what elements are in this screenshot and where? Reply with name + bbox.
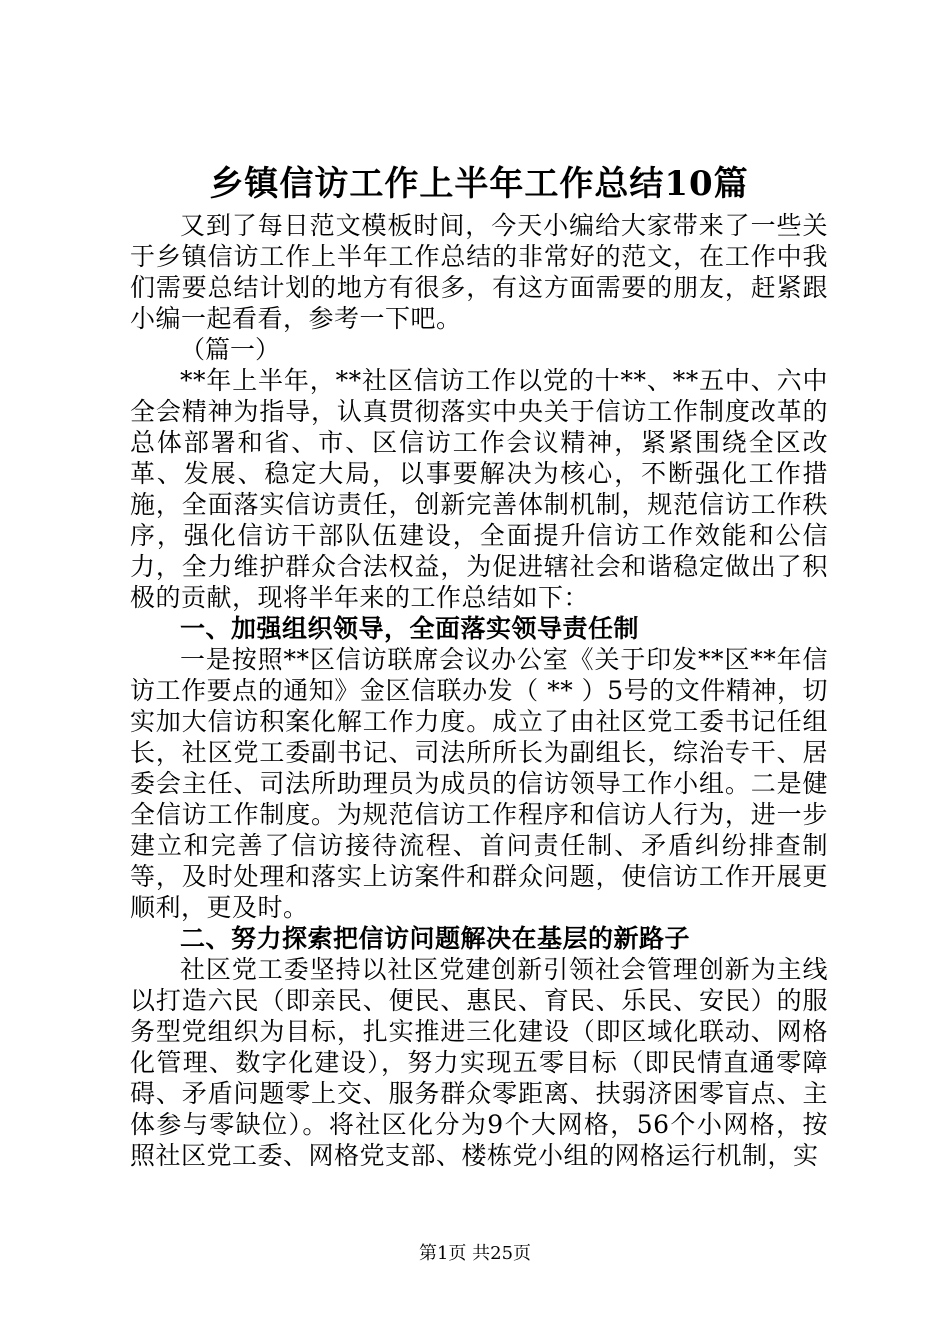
- page-footer: 第1页 共25页: [418, 1243, 532, 1264]
- section-heading-1: 一、加强组织领导，全面落实领导责任制: [180, 614, 640, 643]
- section-label: （篇一）: [180, 335, 281, 364]
- body-paragraph-1: **年上半年，**社区信访工作以党的十**、**五中、六中全会精神为指导，认真贯彻落实中央关于信访工作制度改革的总体部署和省、市、区信访工作会议精神，紧紧围绕全区改革、发展、稳定大局，以事要解决为核心，不断强化工作措施，全面落实信访责任，创新完善体制机制，规范信访工作秩序，强化信访干部队伍建设，全面提升信访工作效能和公信力，全力维护群众合法权益，为促进辖社会和谐稳定做出了积极的贡献，现将半年来的工作总结如下：: [130, 366, 828, 612]
- body-paragraph-3: 社区党工委坚持以社区党建创新引领社会管理创新为主线以打造六民（即亲民、便民、惠民、育民、乐民、安民）的服务型党组织为目标，扎实推进三化建设（即区域化联动、网格化管理、数字化建设），努力实现五零目标（即民情直通零障碍、矛盾问题零上交、服务群众零距离、扶弱济困零盲点、主体参与零缺位）。将社区化分为9个大网格，56个小网格，按照社区党工委、网格党支部、楼栋党小组的网格运行机制，实: [130, 955, 828, 1170]
- body-paragraph-2: 一是按照**区信访联席会议办公室《关于印发**区**年信访工作要点的通知》金区信联办发（ ** ）5号的文件精神，切实加大信访积案化解工作力度。成立了由社区党工委书记任组长，社区党工委副书记、司法所所长为副组长，综治专干、居委会主任、司法所助理员为成员的信访领导工作小组。二是健全信访工作制度。为规范信访工作程序和信访人行为，进一步建立和完善了信访接待流程、首问责任制、矛盾纠纷排查制等，及时处理和落实上访案件和群众问题，使信访工作开展更顺利，更及时。: [130, 645, 828, 922]
- document-title: 乡镇信访工作上半年工作总结10篇: [209, 164, 749, 204]
- section-heading-2: 二、努力探索把信访问题解决在基层的新路子: [180, 924, 691, 953]
- document-page: [130, 160, 828, 1171]
- intro-paragraph: 又到了每日范文模板时间，今天小编给大家带来了一些关于乡镇信访工作上半年工作总结的非常好的范文，在工作中我们需要总结计划的地方有很多，有这方面需要的朋友，赶紧跟小编一起看看，参考一下吧。: [130, 211, 828, 333]
